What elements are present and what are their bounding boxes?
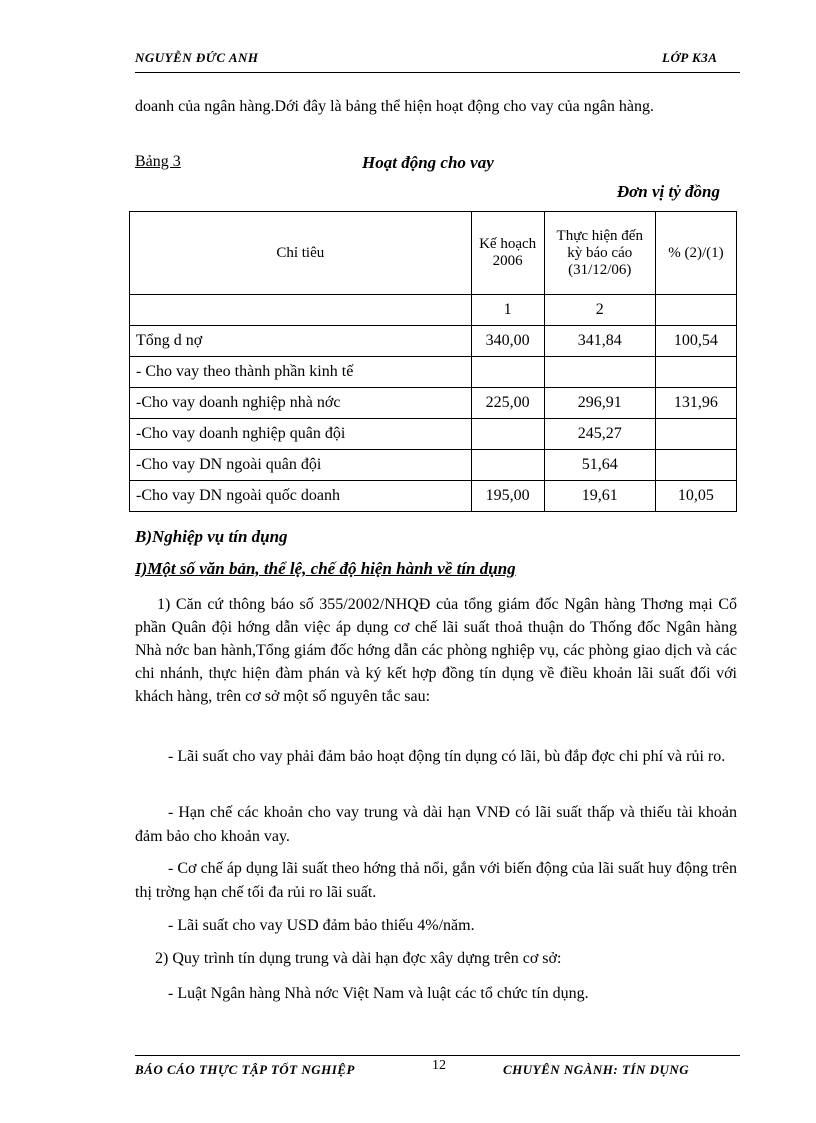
table-row	[130, 326, 737, 357]
row-plan: 340,00	[471, 326, 544, 357]
bullet-item: - Cơ chế áp dụng lãi suất theo hớng thả nổi, gắn với biến động của lãi suất huy động trên thị trờng hạn chế tối đa rủi ro lãi suất.	[135, 860, 737, 901]
footer-major: CHUYÊN NGÀNH: TÍN DỤNG	[503, 1062, 690, 1077]
row-plan	[471, 450, 544, 481]
index-cell-empty	[130, 295, 472, 326]
row-actual	[544, 357, 655, 388]
row-label: -Cho vay DN ngoài quân đội	[130, 450, 472, 481]
index-cell-actual: 2	[544, 295, 655, 326]
col-header-indicator: Chỉ tiêu	[130, 212, 472, 295]
table-title: Hoạt động cho vay	[362, 153, 494, 172]
table-row	[130, 450, 737, 481]
footer-report-title: BÁO CÁO THỰC TẬP TỐT NGHIỆP	[135, 1062, 355, 1077]
row-plan	[471, 357, 544, 388]
row-percent	[655, 419, 736, 450]
loan-activity-table	[129, 211, 737, 512]
footer-divider	[135, 1055, 740, 1056]
row-actual: 296,91	[544, 388, 655, 419]
section-heading-1: I)Một số văn bản, thể lệ, chế độ hiện hành về tín dụng	[135, 559, 516, 578]
row-actual: 341,84	[544, 326, 655, 357]
table-row	[130, 357, 737, 388]
row-percent	[655, 357, 736, 388]
row-percent: 131,96	[655, 388, 736, 419]
paragraph-1: 1) Căn cứ thông báo số 355/2002/NHQĐ của tổng giám đốc Ngân hàng Thơng mại Cổ phần Quân đội hớng dẫn việc áp dụng cơ chế lãi suất thoả thuận do Thống đốc Ngân hàng Nhà nớc ban hành,Tổng giám đốc hớng dẫn các phòng nghiệp vụ, các phòng giao dịch và các chi nhánh, thực hiện đàm phán và ký kết hợp đồng tín dụng về điều khoản lãi suất đối với khách hàng, trên cơ sở một số nguyên tắc sau:	[135, 596, 737, 705]
row-percent: 10,05	[655, 481, 736, 512]
row-label: Tổng d nợ	[130, 326, 472, 357]
intro-paragraph: doanh của ngân hàng.Dới đây là bảng thể hiện hoạt động cho vay của ngân hàng.	[135, 98, 654, 115]
table-row	[130, 388, 737, 419]
row-actual: 51,64	[544, 450, 655, 481]
row-label: -Cho vay DN ngoài quốc doanh	[130, 481, 472, 512]
row-actual: 245,27	[544, 419, 655, 450]
row-plan: 195,00	[471, 481, 544, 512]
index-cell-plan: 1	[471, 295, 544, 326]
row-label: -Cho vay doanh nghiệp quân đội	[130, 419, 472, 450]
index-cell-percent	[655, 295, 736, 326]
table-header-row	[130, 212, 737, 295]
row-plan	[471, 419, 544, 450]
row-percent: 100,54	[655, 326, 736, 357]
col-header-plan: Kế hoạch 2006	[471, 212, 544, 295]
paragraph-2: 2) Quy trình tín dụng trung và dài hạn đợc xây dựng trên cơ sở:	[155, 950, 562, 967]
row-label: -Cho vay doanh nghiệp nhà nớc	[130, 388, 472, 419]
row-plan: 225,00	[471, 388, 544, 419]
table-row	[130, 419, 737, 450]
page-number: 12	[432, 1058, 446, 1073]
bullet-item: - Hạn chế các khoản cho vay trung và dài hạn VNĐ có lãi suất thấp và thiếu tài khoản đảm bảo cho khoản vay.	[135, 804, 737, 845]
table-label: Bảng 3	[135, 153, 181, 170]
bullet-item: - Lãi suất cho vay phải đảm bảo hoạt động tín dụng có lãi, bù đắp đợc chi phí và rủi ro.	[168, 748, 726, 765]
table-unit: Đơn vị tỷ đồng	[616, 182, 720, 201]
header-author: NGUYỄN ĐỨC ANH	[135, 50, 259, 65]
table-row	[130, 481, 737, 512]
header-class: LỚP K3A	[662, 50, 718, 65]
col-header-actual: Thực hiện đến kỳ báo cáo (31/12/06)	[544, 212, 655, 295]
row-percent	[655, 450, 736, 481]
row-label: - Cho vay theo thành phần kinh tế	[130, 357, 472, 388]
section-heading-b: B)Nghiệp vụ tín dụng	[135, 527, 288, 546]
bullet-item: - Lãi suất cho vay USD đảm bảo thiếu 4%/năm.	[168, 917, 475, 934]
row-actual: 19,61	[544, 481, 655, 512]
paragraph-3: - Luật Ngân hàng Nhà nớc Việt Nam và luật các tổ chức tín dụng.	[168, 985, 589, 1002]
table-index-row	[130, 295, 737, 326]
col-header-percent: % (2)/(1)	[655, 212, 736, 295]
header-divider	[135, 72, 740, 73]
